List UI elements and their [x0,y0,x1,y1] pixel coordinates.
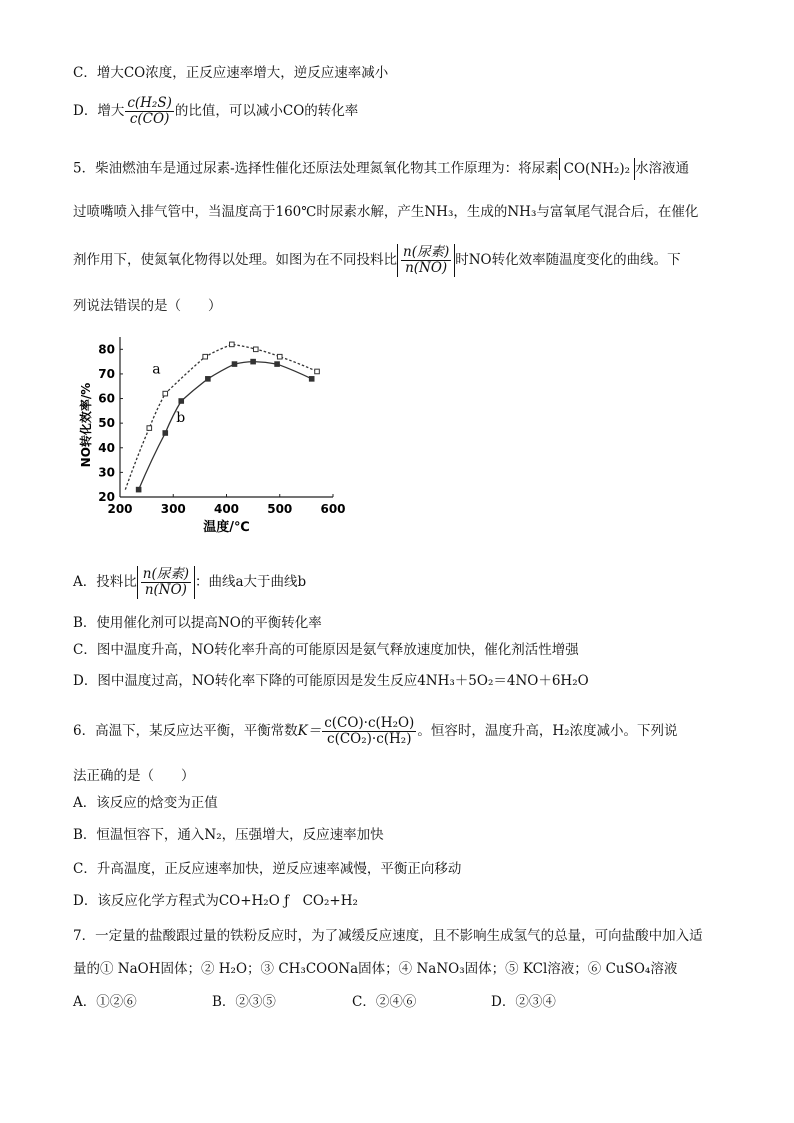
q7-stem-line2: 量的① NaOH固体；② H₂O；③ CH₃COONa固体；④ NaNO₃固体；⑤ KCl溶液；⑥ CuSO₄溶液 [73,961,678,977]
equilibrium-constant-fraction [322,716,416,747]
q7-option-b: B．②③⑤ [212,994,276,1010]
series-b-label: b [176,410,186,427]
y-tick-label: 20 [98,490,115,504]
q5-option-c: C．图中温度升高，NO转化率升高的可能原因是氨气释放速度加快，催化剂活性增强 [73,642,579,658]
q6-stem-line2: 法正确的是（ ） [73,768,195,784]
q7-option-a: A．①②⑥ [73,994,137,1010]
series-b-point [275,362,280,367]
fraction-denominator: c(CO) [129,111,170,127]
x-tick-label: 500 [267,502,293,516]
series-b-line [139,362,312,490]
series-b-point [136,487,141,492]
q7-option-d: D．②③④ [491,994,556,1010]
y-tick-label: 80 [98,342,115,357]
q5-stem-line3 [73,244,681,277]
q5-option-a-prefix: A．投料比 [73,574,137,590]
no-conversion-chart [70,332,360,542]
q6-option-b: B．恒温恒容下，通入N₂，压强增大，反应速率加快 [73,827,384,843]
fraction-numerator: c(H₂S) [127,95,172,111]
q5-option-d: D．图中温度过高，NO转化率下降的可能原因是发生反应4NH₃＋5O₂＝4NO＋6H₂O [73,673,589,689]
series-a-point [315,369,320,374]
y-tick-label: 40 [98,440,115,455]
feed-ratio [397,244,455,277]
series-b-point [251,359,256,364]
series-a-point [277,354,282,359]
q6-stem-text: 。恒容时，温度升高，H₂浓度减小。下列说 [417,723,678,739]
q5-stem-line1 [73,158,689,180]
q4-option-d-suffix: 的比值，可以减小CO的转化率 [174,103,359,119]
series-b-point [309,377,314,382]
q4-option-d-prefix: D．增大 [73,103,125,119]
y-tick-label: 50 [98,416,115,431]
series-a-point [253,347,258,352]
fraction-numerator: n(尿素) [403,244,450,260]
q5-stem-text: 5．柴油燃油车是通过尿素-选择性催化还原法处理氮氧化物其工作原理为：将尿素 [73,160,559,177]
series-a-point [203,354,208,359]
fraction-denominator: n(NO) [144,582,187,598]
q6-option-d: D．该反应化学方程式为CO+H₂O ƒ CO₂+H₂ [73,893,358,909]
q4-option-d-fraction [125,96,174,127]
q5-stem-text: 时NO转化效率随温度变化的曲线。下 [455,252,681,268]
q4-option-d [73,96,358,127]
q4-option-c: C．增大CO浓度，正反应速率增大，逆反应速率减小 [73,65,389,81]
q7-stem-line1: 7．一定量的盐酸跟过量的铁粉反应时，为了减缓反应速度，且不影响生成氢气的总量，可向盐酸中加入适 [73,928,703,944]
q6-stem-text: 6．高温下，某反应达平衡，平衡常数 [73,723,298,739]
fraction-denominator: n(NO) [405,260,448,276]
series-a-point [147,426,152,431]
x-tick-label: 600 [320,502,346,516]
q5-option-b: B．使用催化剂可以提高NO的平衡转化率 [73,615,322,631]
q5-stem-line4: 列说法错误的是（ ） [73,298,222,314]
x-tick-label: 400 [213,502,240,516]
q5-stem-line2: 过喷嘴喷入排气管中，当温度高于160℃时尿素水解，产生NH₃，生成的NH₃与富氧尾气混合后，在催化 [73,204,699,220]
y-axis-label: NO转化效率/% [79,382,93,468]
x-tick-label: 200 [107,502,133,516]
q7-option-c: C．②④⑥ [352,994,417,1010]
series-a-point [230,342,235,347]
series-b-point [179,399,184,404]
feed-ratio [137,566,195,599]
x-axis-label: 温度/℃ [203,520,250,535]
series-a-label: a [152,361,161,378]
q5-option-a [73,566,306,599]
chart-labels [78,342,346,535]
q6-option-c: C．升高温度，正反应速率加快，逆反应速率减慢，平衡正向移动 [73,861,462,877]
x-tick-label: 300 [160,502,186,516]
fraction-numerator: c(CO)·c(H₂O) [324,715,415,731]
series-b-point [163,431,168,436]
q5-stem-text: 剂作用下，使氮氧化物得以处理。如图为在不同投料比 [73,252,397,268]
q5-stem-text: 水溶液通 [635,160,689,177]
series-b-point [232,362,237,367]
q6-stem-line1 [73,716,678,747]
q6-option-a: A．该反应的焓变为正值 [73,795,218,811]
y-tick-label: 30 [98,465,115,480]
fraction-denominator: c(CO₂)·c(H₂) [327,731,412,747]
series-a-point [163,391,168,396]
y-tick-label: 60 [98,391,115,406]
series-b-point [206,377,211,382]
q5-option-a-suffix: ：曲线a大于曲线b [194,574,307,590]
fraction-numerator: n(尿素) [142,566,189,582]
urea-formula: CO(NH₂)₂ [559,158,635,180]
k-label: K＝ [297,723,322,739]
y-tick-label: 70 [98,366,115,381]
